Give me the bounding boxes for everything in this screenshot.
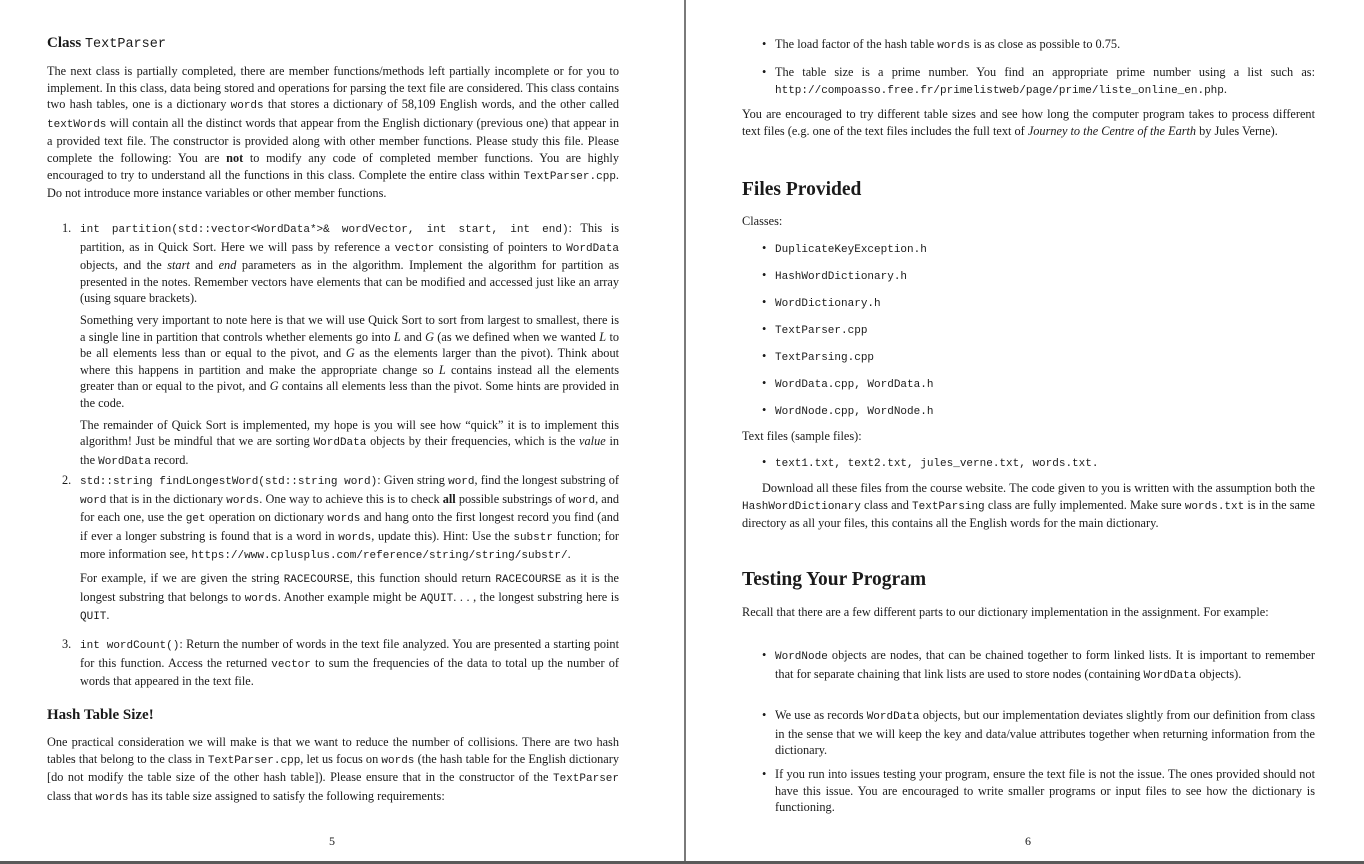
list-item (742, 402, 933, 421)
bullet: • (762, 648, 767, 662)
list-item (47, 472, 619, 626)
text-files-label: Text files (sample files): (742, 429, 862, 443)
bullet: • (762, 268, 767, 282)
list-item (742, 294, 881, 313)
intro-paragraph: The next class is partially completed, there are member functions/methods left partially incomplete or for you to implement. In this class, data being stored and operations for parsing the text file are considered. This class contains two hash tables, one is a dictionary words that stores a dictionary of 58,109 English words, and the other called textWords will contain all the distinct words that appear from the English dictionary (previous one) that appear in a provided text file. The constructor is provided along with other member functions. Please study this file. Please complete the following: You are not to modify any code of completed member functions. You are highly encouraged to try to understand all the functions in this class. Complete the entire class within TextParser.cpp. Do not introduce more instance variables or other member functions. (47, 64, 620, 201)
bullet: • (762, 767, 767, 781)
list-item (742, 375, 933, 394)
bullet: • (762, 349, 767, 363)
list-item (742, 36, 1315, 55)
bullet: • (762, 241, 767, 255)
bullet-text: The table size is a prime number. You find an appropriate prime number using a list such as: http://compoasso.free.fr/primelistweb/page/prime/liste_online_en.php. (775, 65, 1315, 97)
list-item (742, 454, 1315, 473)
list-item (742, 647, 1315, 684)
file-name: TextParsing.cpp (775, 352, 875, 364)
item-number: 1. (62, 221, 72, 235)
page-number: 6 (1025, 834, 1031, 848)
bullet: • (762, 65, 767, 79)
list-item (742, 267, 907, 286)
bullet: • (762, 322, 767, 336)
page-number: 5 (329, 834, 335, 848)
list-item (742, 766, 1315, 816)
bullet: • (762, 708, 767, 722)
list-item (742, 321, 867, 340)
bullet: • (762, 403, 767, 417)
item-paragraph: The remainder of Quick Sort is implemented, my hope is you will see how “quick” it is to implement this algorithm! Just be mindful that we are sorting WordData objects by their frequencies, which is the value in the WordData record. (80, 417, 620, 468)
file-name: DuplicateKeyException.h (775, 244, 927, 256)
list-item (742, 707, 1315, 759)
bullet: • (762, 455, 767, 469)
file-name: WordData.cpp, WordData.h (775, 379, 934, 391)
item-paragraph: Something very important to note here is that we will use Quick Sort to sort from largest to smallest, there is a single line in partition that controls whether elements go into L and G (as we defined when we wanted L to be all elements less than or equal to the pivot, and G as the elements larger than the pivot). Think about where this happens in partition and make the appropriate change so L contains instead all the elements greater than or equal to the pivot, and G contains all elements less than the pivot. Some hints are provided in the code. (80, 312, 620, 410)
list-item (742, 348, 874, 367)
file-name: TextParser.cpp (775, 325, 868, 337)
bullet: • (762, 295, 767, 309)
item-paragraph: For example, if we are given the string RACECOURSE, this function should return RACECOURSE as it is the longest substring that belongs to words. Another example might be AQUIT. . . , the longest substring here is QUIT. (80, 570, 620, 624)
item-number: 3. (62, 637, 72, 651)
right-page (687, 0, 1364, 861)
testing-heading: Testing Your Program (742, 569, 927, 590)
item-paragraph: int wordCount(): Return the number of words in the text file analyzed. You are presented a starting point for this function. Access the returned vector to sum the frequencies of the data to total up the number of words that appeared in the text file. (80, 637, 620, 689)
hash-paragraph: One practical consideration we will make is that we want to reduce the number of collisions. There are two hash tables that belong to the class in TextParser.cpp, let us focus on words (the hash table for the English dictionary [do not modify the table size of the other hash table]). Please ensure that in the constructor of the TextParser class that words has its table size assigned to satisfy the following requirements: (47, 735, 619, 804)
file-name: WordDictionary.h (775, 298, 881, 310)
file-name: WordNode.cpp, WordNode.h (775, 406, 934, 418)
left-page (0, 0, 684, 861)
bullet-text: The load factor of the hash table words is as close as possible to 0.75. (775, 37, 1121, 52)
hash-heading: Hash Table Size! (47, 707, 154, 723)
download-paragraph: Download all these files from the course website. The code given to you is written with the assumption both the HashWordDictionary class and TextParsing class are fully implemented. Make sure words.txt is in the same directory as all your files, this contains all the English words for the main dictionary. (742, 481, 1316, 531)
item-paragraph: int partition(std::vector<WordData*>& wordVector, int start, int end): This is partition, as in Quick Sort. Here we will pass by reference a vector consisting of pointers to WordData objects, and the start and end parameters as in the algorithm. Implement the algorithm for partition as presented in the notes. Remember vectors have elements that can be modified and accessed just like an array (using square brackets). (80, 221, 620, 306)
bullet: • (762, 37, 767, 51)
bullet-text: If you run into issues testing your program, ensure the text file is not the issue. The ones provided should not have this issue. You are encouraged to write smaller programs or input files to see how the dictionary is functioning. (775, 767, 1315, 815)
item-number: 2. (62, 473, 72, 487)
item-paragraph: std::string findLongestWord(std::string word): Given string word, find the longest substring of word that is in the dictionary words. One way to achieve this is to check all possible substrings of word, and for each one, use the get operation on dictionary words and hang onto the first longest record you find (and if ever a longer substring is found that is a word in words, update this). Hint: Use the substr function; for more information see, https://www.cplusplus.com/reference/string/string/substr/. (80, 473, 620, 563)
recall-paragraph: Recall that there are a few different parts to our dictionary implementation in the assignment. For example: (742, 605, 1269, 619)
files-heading: Files Provided (742, 179, 862, 200)
list-item (742, 240, 927, 259)
classes-label: Classes: (742, 214, 783, 228)
class-heading: Class TextParser (47, 35, 166, 52)
text-files: text1.txt, text2.txt, jules_verne.txt, words.txt. (775, 458, 1099, 470)
list-item (47, 636, 619, 690)
list-item (742, 64, 1315, 99)
bullet: • (762, 376, 767, 390)
bullet-text: WordNode objects are nodes, that can be chained together to form linked lists. It is important to remember that for separate chaining that link lists are used to store nodes (containing WordData objects). (775, 648, 1315, 682)
encourage-paragraph: You are encouraged to try different table sizes and see how long the computer program takes to process different text files (e.g. one of the text files includes the full text of Journey to the Centre of the Earth by Jules Verne). (742, 107, 1315, 138)
bullet-text: We use as records WordData objects, but our implementation deviates slightly from our definition from class in the sense that we will keep the key and data/value attributes together when returning information from the dictionary. (775, 708, 1315, 758)
list-item (47, 220, 619, 470)
page-divider (684, 0, 686, 864)
file-name: HashWordDictionary.h (775, 271, 908, 283)
